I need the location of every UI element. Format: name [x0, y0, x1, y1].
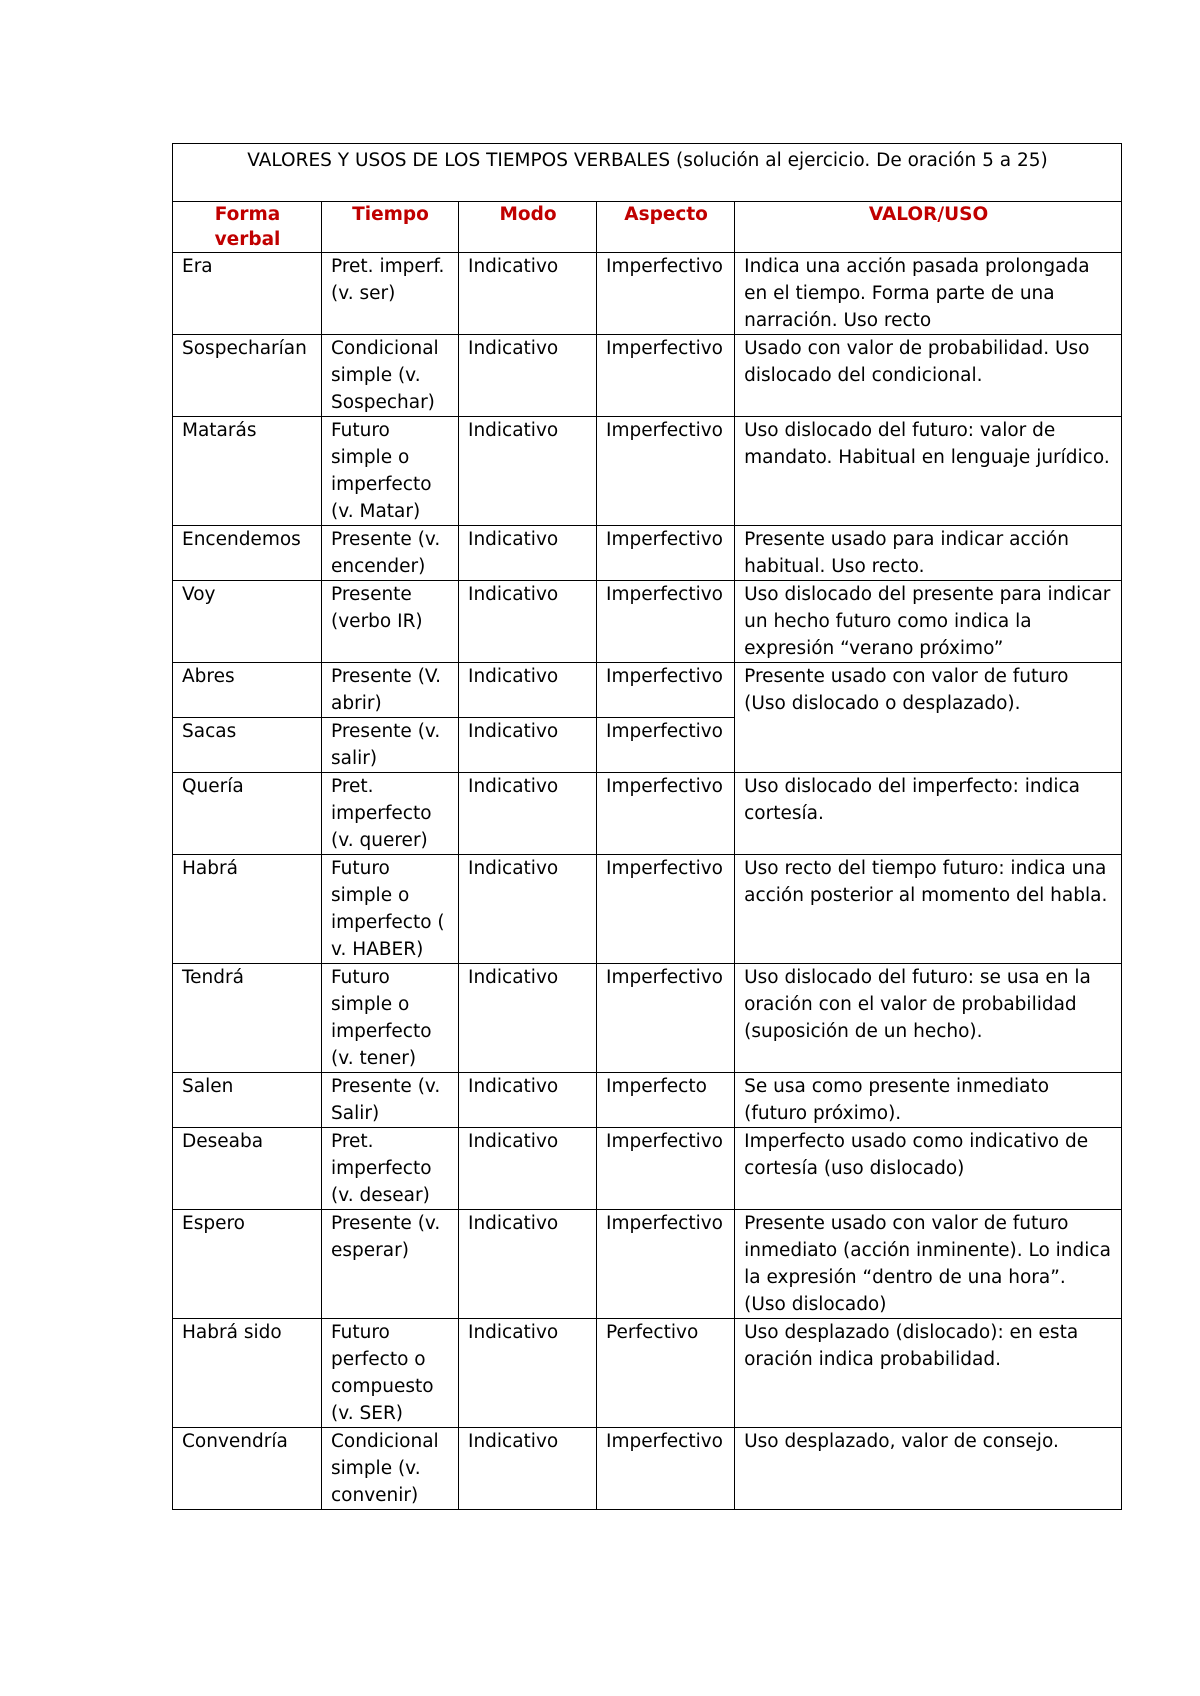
- cell-aspecto: Imperfectivo: [597, 773, 735, 855]
- cell-forma: Voy: [173, 581, 322, 663]
- table-row: [173, 855, 1122, 964]
- cell-modo: Indicativo: [458, 1128, 596, 1210]
- cell-aspecto: Imperfectivo: [597, 581, 735, 663]
- cell-aspecto: Imperfectivo: [597, 1428, 735, 1510]
- cell-modo: Indicativo: [458, 526, 596, 581]
- cell-tiempo: Futuro simple o imperfecto (v. Matar): [322, 417, 459, 526]
- cell-valor: Presente usado con valor de futuro inmediato (acción inminente). Lo indica la expresión “dentro de una hora”. (Uso dislocado): [735, 1210, 1122, 1319]
- cell-tiempo: Pret. imperfecto (v. desear): [322, 1128, 459, 1210]
- table-row: [173, 335, 1122, 417]
- cell-valor: Uso dislocado del imperfecto: indica cortesía.: [735, 773, 1122, 855]
- cell-tiempo: Futuro perfecto o compuesto (v. SER): [322, 1319, 459, 1428]
- cell-forma: Sospecharían: [173, 335, 322, 417]
- cell-modo: Indicativo: [458, 253, 596, 335]
- table-title: VALORES Y USOS DE LOS TIEMPOS VERBALES (solución al ejercicio. De oración 5 a 25): [173, 144, 1122, 202]
- header-aspecto: Aspecto: [597, 202, 735, 253]
- cell-modo: Indicativo: [458, 417, 596, 526]
- title-row: [173, 144, 1122, 202]
- cell-forma: Quería: [173, 773, 322, 855]
- cell-forma: Sacas: [173, 718, 322, 773]
- cell-aspecto: Imperfectivo: [597, 855, 735, 964]
- cell-modo: Indicativo: [458, 581, 596, 663]
- cell-valor: Presente usado con valor de futuro (Uso dislocado o desplazado).: [735, 663, 1122, 773]
- cell-modo: Indicativo: [458, 1210, 596, 1319]
- header-row: [173, 202, 1122, 253]
- cell-valor: Uso dislocado del futuro: se usa en la oración con el valor de probabilidad (suposición de un hecho).: [735, 964, 1122, 1073]
- cell-tiempo: Presente (v. salir): [322, 718, 459, 773]
- cell-forma: Habrá: [173, 855, 322, 964]
- table-row: [173, 663, 1122, 718]
- cell-valor: Usado con valor de probabilidad. Uso dislocado del condicional.: [735, 335, 1122, 417]
- cell-modo: Indicativo: [458, 335, 596, 417]
- header-valor-uso: VALOR/USO: [735, 202, 1122, 253]
- table-row: [173, 581, 1122, 663]
- cell-tiempo: Presente (verbo IR): [322, 581, 459, 663]
- header-modo: Modo: [458, 202, 596, 253]
- cell-aspecto: Imperfectivo: [597, 964, 735, 1073]
- header-tiempo: Tiempo: [322, 202, 459, 253]
- cell-tiempo: Futuro simple o imperfecto ( v. HABER): [322, 855, 459, 964]
- cell-valor: Imperfecto usado como indicativo de cortesía (uso dislocado): [735, 1128, 1122, 1210]
- cell-forma: Tendrá: [173, 964, 322, 1073]
- table-row: [173, 417, 1122, 526]
- cell-tiempo: Futuro simple o imperfecto (v. tener): [322, 964, 459, 1073]
- cell-forma: Convendría: [173, 1428, 322, 1510]
- header-forma-verbal: Forma verbal: [173, 202, 322, 253]
- cell-modo: Indicativo: [458, 1428, 596, 1510]
- cell-valor: Uso dislocado del futuro: valor de mandato. Habitual en lenguaje jurídico.: [735, 417, 1122, 526]
- cell-modo: Indicativo: [458, 855, 596, 964]
- cell-forma: Habrá sido: [173, 1319, 322, 1428]
- cell-aspecto: Imperfectivo: [597, 718, 735, 773]
- cell-modo: Indicativo: [458, 1073, 596, 1128]
- verb-tenses-table: [172, 143, 1122, 1510]
- cell-modo: Indicativo: [458, 663, 596, 718]
- table-row: [173, 1210, 1122, 1319]
- cell-valor: Presente usado para indicar acción habitual. Uso recto.: [735, 526, 1122, 581]
- table-row: [173, 526, 1122, 581]
- cell-tiempo: Presente (V. abrir): [322, 663, 459, 718]
- cell-aspecto: Imperfectivo: [597, 1128, 735, 1210]
- cell-aspecto: Imperfectivo: [597, 417, 735, 526]
- table-row: [173, 253, 1122, 335]
- cell-valor: Uso desplazado, valor de consejo.: [735, 1428, 1122, 1510]
- cell-aspecto: Imperfectivo: [597, 663, 735, 718]
- table-row: [173, 773, 1122, 855]
- cell-tiempo: Presente (v. Salir): [322, 1073, 459, 1128]
- cell-forma: Encendemos: [173, 526, 322, 581]
- cell-tiempo: Pret. imperfecto (v. querer): [322, 773, 459, 855]
- cell-aspecto: Imperfectivo: [597, 526, 735, 581]
- cell-modo: Indicativo: [458, 718, 596, 773]
- cell-aspecto: Imperfectivo: [597, 253, 735, 335]
- cell-forma: Matarás: [173, 417, 322, 526]
- cell-tiempo: Condicional simple (v. Sospechar): [322, 335, 459, 417]
- cell-modo: Indicativo: [458, 773, 596, 855]
- cell-valor: Uso desplazado (dislocado): en esta oración indica probabilidad.: [735, 1319, 1122, 1428]
- cell-tiempo: Pret. imperf. (v. ser): [322, 253, 459, 335]
- cell-forma: Salen: [173, 1073, 322, 1128]
- cell-forma: Abres: [173, 663, 322, 718]
- cell-tiempo: Presente (v. encender): [322, 526, 459, 581]
- cell-forma: Era: [173, 253, 322, 335]
- cell-aspecto: Perfectivo: [597, 1319, 735, 1428]
- cell-tiempo: Condicional simple (v. convenir): [322, 1428, 459, 1510]
- cell-valor: Indica una acción pasada prolongada en el tiempo. Forma parte de una narración. Uso recto: [735, 253, 1122, 335]
- table-row: [173, 964, 1122, 1073]
- cell-valor: Uso dislocado del presente para indicar un hecho futuro como indica la expresión “verano próximo”: [735, 581, 1122, 663]
- cell-modo: Indicativo: [458, 1319, 596, 1428]
- cell-modo: Indicativo: [458, 964, 596, 1073]
- cell-forma: Deseaba: [173, 1128, 322, 1210]
- cell-valor: Uso recto del tiempo futuro: indica una acción posterior al momento del habla.: [735, 855, 1122, 964]
- cell-valor: Se usa como presente inmediato (futuro próximo).: [735, 1073, 1122, 1128]
- cell-aspecto: Imperfectivo: [597, 1210, 735, 1319]
- table-row: [173, 1128, 1122, 1210]
- cell-aspecto: Imperfecto: [597, 1073, 735, 1128]
- cell-aspecto: Imperfectivo: [597, 335, 735, 417]
- table-row: [173, 1428, 1122, 1510]
- table-row: [173, 1073, 1122, 1128]
- table-row: [173, 1319, 1122, 1428]
- cell-tiempo: Presente (v. esperar): [322, 1210, 459, 1319]
- cell-forma: Espero: [173, 1210, 322, 1319]
